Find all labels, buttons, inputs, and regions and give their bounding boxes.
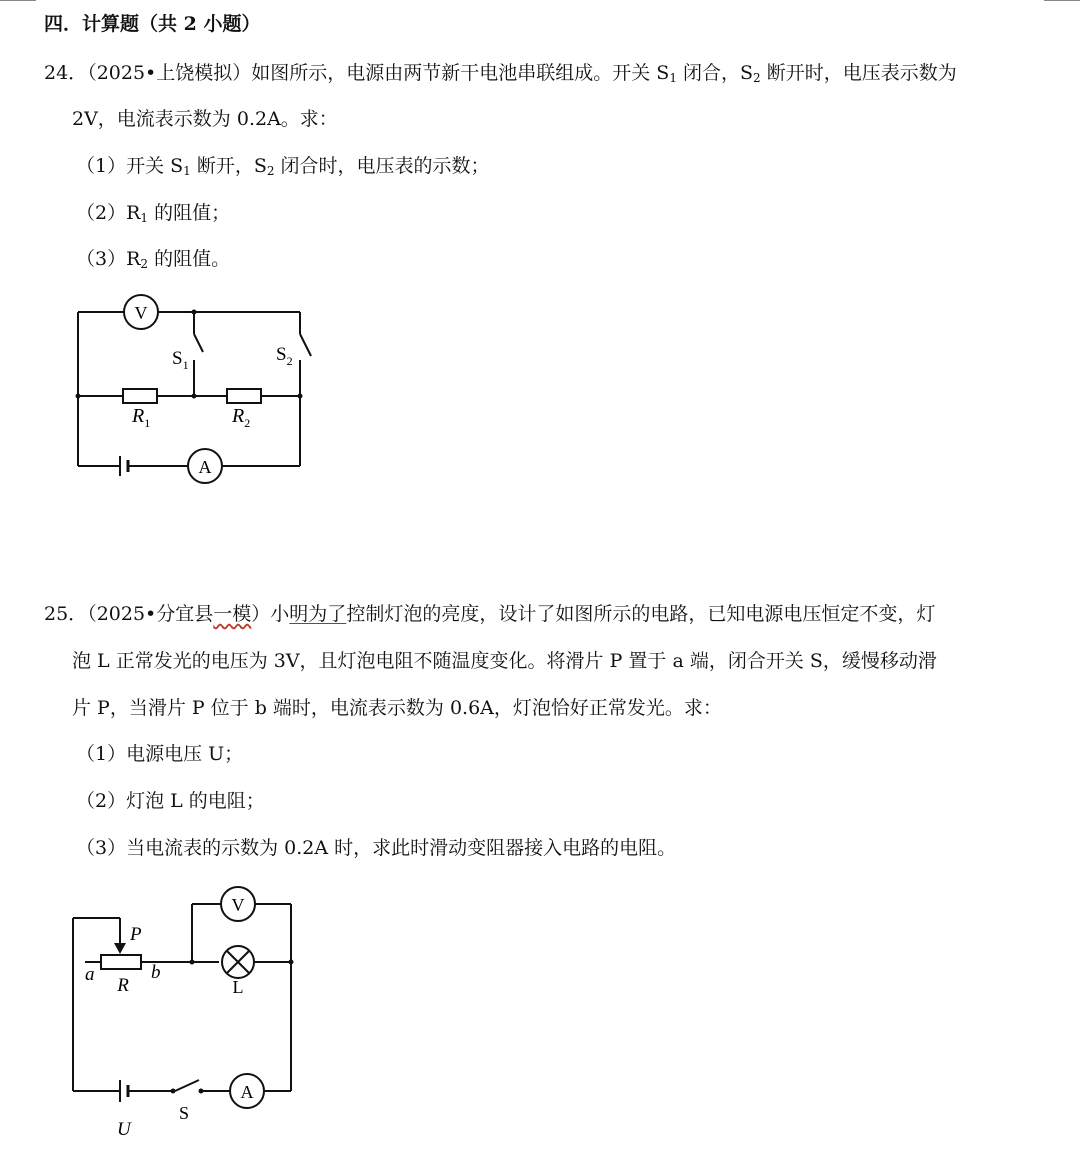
rheostat-r bbox=[101, 955, 141, 969]
switch-s2-blade bbox=[300, 334, 311, 356]
slider-p-label: P bbox=[130, 924, 142, 945]
q25-sub-question-1: （1）电源电压 U； bbox=[76, 743, 244, 765]
lamp-label: L bbox=[232, 977, 244, 997]
junction-dot bbox=[298, 394, 303, 399]
section-title: 四．计算题（共 2 小题） bbox=[44, 13, 261, 35]
q24-sub-question-2: $(2)R_1$ 的阻值； bbox=[76, 202, 231, 225]
q24-sub-question-3: $(3)R_2$ 的阻值。 bbox=[76, 248, 231, 271]
q25-sub-question-3: （3）当电流表的示数为 0.2A 时，求此时滑动变阻器接入电路的电阻。 bbox=[76, 837, 677, 859]
q25-stem-line2: 泡 L 正常发光的电压为 3V，且灯泡电阻不随温度变化。将滑片 P 置于 a 端，闭合开关 S，缓慢移动滑 bbox=[72, 650, 937, 672]
q25-sub-question-2: （2）灯泡 L 的电阻； bbox=[76, 790, 265, 812]
q24-source: （2025•上饶模拟） bbox=[87, 62, 252, 84]
page-corner-mark-right bbox=[1044, 0, 1080, 1]
resistor-r2-label: $R_2$ bbox=[232, 405, 251, 430]
voltmeter-label: V bbox=[134, 303, 148, 323]
resistor-r1 bbox=[123, 389, 157, 403]
q24-sub-question-1: （1）开关 $S_1$ 断开，$S_2$ 闭合时，电压表的示数； bbox=[76, 155, 490, 178]
junction-dot bbox=[76, 394, 81, 399]
junction-dot bbox=[190, 960, 195, 965]
q24-number: 24． bbox=[44, 62, 88, 84]
rheostat-label: R bbox=[117, 975, 129, 996]
ammeter-label: A bbox=[198, 457, 212, 477]
switch-s-label: S bbox=[179, 1103, 190, 1123]
slider-p-arrow bbox=[114, 943, 126, 954]
end-b-label: b bbox=[151, 962, 161, 983]
q25-stem-line3: 片 P，当滑片 P 位于 b 端时，电流表示数为 0.6A，灯泡恰好正常发光。求： bbox=[72, 697, 722, 719]
junction-dot bbox=[192, 394, 197, 399]
q24-stem-line1: 24．（2025•上饶模拟）如图所示，电源由两节新干电池串联组成。开关 $S_1$ 闭合，$S_2$ 断开时，电压表示数为 bbox=[44, 62, 957, 85]
q24-circuit-diagram bbox=[60, 290, 330, 490]
q25-circuit-diagram bbox=[55, 880, 315, 1140]
q25-stem-line1: 25．（2025•分宜县一模）小明为了控制灯泡的亮度，设计了如图所示的电路，已知电源电压恒定不变，灯 bbox=[44, 603, 936, 625]
switch-s-blade bbox=[175, 1080, 199, 1091]
junction-dot bbox=[289, 960, 294, 965]
switch-s1-label: $S_1$ bbox=[172, 348, 189, 372]
switch-contact bbox=[199, 1089, 204, 1094]
q24-stem-line2: 2V，电流表示数为 0.2A。求： bbox=[72, 108, 338, 130]
page-corner-mark-left bbox=[0, 0, 36, 1]
switch-contact bbox=[171, 1089, 176, 1094]
resistor-r1-label: $R_1$ bbox=[132, 405, 151, 430]
q25-number: 25． bbox=[44, 603, 88, 625]
resistor-r2 bbox=[227, 389, 261, 403]
source-u-label: U bbox=[117, 1119, 131, 1140]
ammeter-label: A bbox=[240, 1082, 254, 1102]
switch-s2-label: $S_2$ bbox=[276, 344, 293, 368]
junction-dot bbox=[192, 310, 197, 315]
voltmeter-label: V bbox=[231, 895, 245, 915]
end-a-label: a bbox=[85, 964, 95, 985]
switch-s1-blade bbox=[194, 334, 203, 352]
